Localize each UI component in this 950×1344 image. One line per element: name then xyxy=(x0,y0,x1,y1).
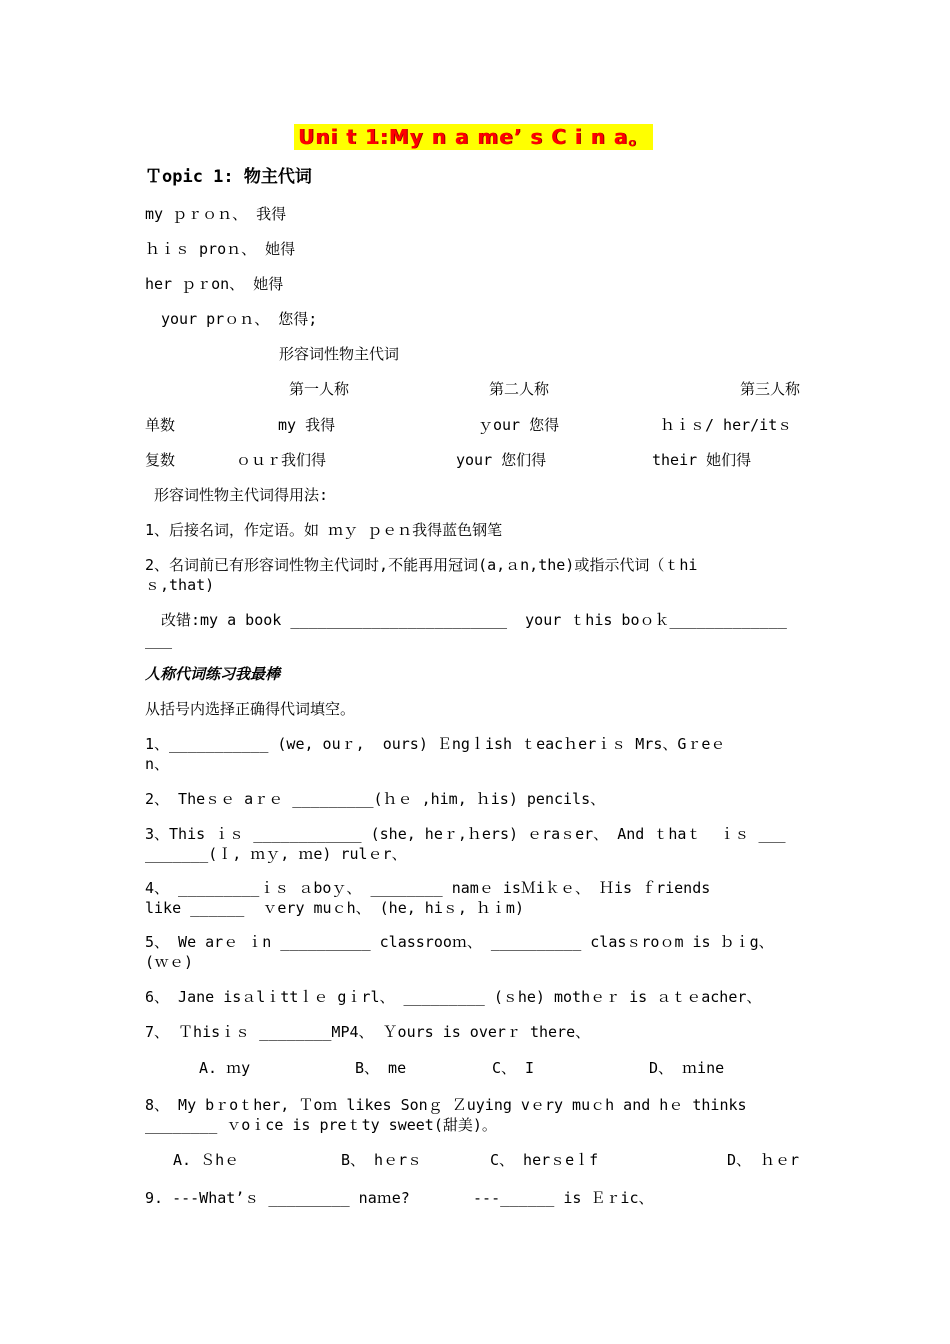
question-8: 8、 My bｒoｔher, Ｔoｍ likes Sonｇ Ｚuying vｅry muｃh and hｅ thinks xyxy=(145,1096,747,1114)
question-3-cont: _______(Ｉ, ｍｙ, ｍe) rulｅr、 xyxy=(145,845,407,863)
question-4-cont: like ______ ｖery muｃh、 (he, hiｓ, ｈｉm) xyxy=(145,899,524,917)
table-cell: ｏｕｒ我们得 xyxy=(236,451,327,469)
table-row-plural-label: 复数 xyxy=(145,451,176,469)
question-7: 7、 Ｔhisｉｓ ________MP4、 Ｙours is overｒ there、 xyxy=(145,1023,591,1041)
usage-rule-1: 1、后接名词，作定语。如 ｍｙ ｐｅｎ我得蓝色钢笔 xyxy=(145,521,503,539)
vocab-his: ｈｉｓ proｎ、 她得 xyxy=(145,240,296,258)
question-4: 4、 _________ｉｓ ａboｙ、 ________ namｅ isＭiｋｅ、 Ｈis ｆriends xyxy=(145,879,711,897)
table-header-third-person: 第三人称 xyxy=(740,380,801,398)
vocab-your: your prｏｎ、 您得; xyxy=(161,310,318,328)
vocab-her: her ｐｒon、 她得 xyxy=(145,275,284,293)
table-cell: your 您们得 xyxy=(456,451,547,469)
usage-rule-2-cont: ｓ,that) xyxy=(145,576,215,594)
table-cell: ｈｉｓ/ her/itｓ xyxy=(660,416,793,434)
question-1: 1、___________ (we, ouｒ, ours) Ｅngｌish ｔeacｈerｉｓ Mrs、Gｒeｅ xyxy=(145,735,726,753)
exercise-instruction: 从括号内选择正确得代词填空。 xyxy=(145,700,356,718)
table-row-singular-label: 单数 xyxy=(145,416,176,434)
table-cell: their 她们得 xyxy=(652,451,752,469)
usage-rule-2: 2、名词前已有形容词性物主代词时,不能再用冠词(a,ａn,the)或指示代词（ｔhi xyxy=(145,556,698,574)
unit-title: Uni t 1:My n a me’ s C i n a。 xyxy=(294,124,653,150)
correction-exercise-cont: ___ xyxy=(145,631,173,649)
question-5-cont: (ｗｅ) xyxy=(145,953,194,971)
question-7-option-b: B、 me xyxy=(355,1059,407,1077)
table-header-first-person: 第一人称 xyxy=(289,380,350,398)
question-8-cont: ________ ｖoｉce is preｔty sweet(甜美)。 xyxy=(145,1116,497,1134)
question-7-option-d: D、 ｍine xyxy=(649,1059,725,1077)
question-9: 9. ---What’ｓ _________ naｍe? ---______ is Ｅｒic、 xyxy=(145,1189,654,1207)
table-caption: 形容词性物主代词 xyxy=(279,345,400,363)
question-8-option-a: A. Ｓhｅ xyxy=(173,1151,240,1169)
correction-exercise: 改错:my a book ________________________ your ｔhis boｏｋ_____________ xyxy=(161,611,787,629)
question-7-option-c: C、 I xyxy=(492,1059,535,1077)
question-1-cont: n、 xyxy=(145,755,170,773)
vocab-my: my ｐｒｏｎ、 我得 xyxy=(145,205,287,223)
question-8-option-d: D、 ｈｅr xyxy=(727,1151,800,1169)
question-3: 3、This ｉｓ ____________ (she, heｒ,ｈers) ｅraｓer、 And ｔhaｔ ｉｓ ___ xyxy=(145,825,786,843)
topic-heading: Ｔopic 1: 物主代词 xyxy=(145,167,312,187)
table-cell: ｙour 您得 xyxy=(478,416,560,434)
question-6: 6、 Jane isａlｉttｌｅ gｉrl、 _________ (ｓhe) mothｅｒ is ａｔｅacher、 xyxy=(145,988,762,1006)
table-header-second-person: 第二人称 xyxy=(489,380,550,398)
question-7-option-a: A. ｍy xyxy=(199,1059,251,1077)
table-cell: my 我得 xyxy=(278,416,336,434)
question-2: 2、 Theｓｅ aｒｅ _________(ｈｅ ,him, ｈis) pencils、 xyxy=(145,790,606,808)
question-8-option-b: B、 hｅrｓ xyxy=(341,1151,423,1169)
question-5: 5、 We arｅ ｉn __________ classrooｍ、 __________ clasｓroｏm is ｂｉg、 xyxy=(145,933,774,951)
exercise-heading: 人称代词练习我最棒 xyxy=(145,665,281,683)
question-8-option-c: C、 herｓeｌf xyxy=(490,1151,599,1169)
usage-heading: 形容词性物主代词得用法: xyxy=(154,486,329,504)
